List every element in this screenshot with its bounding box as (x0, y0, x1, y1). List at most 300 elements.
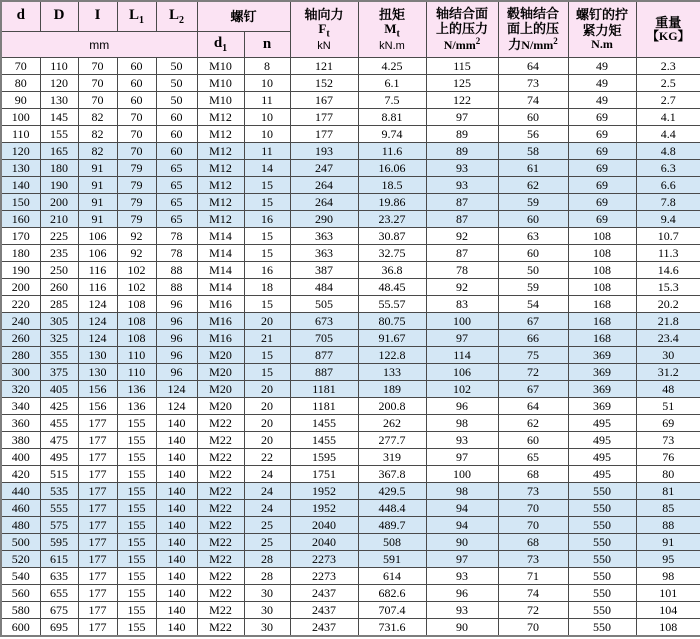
cell-Mt: 448.4 (358, 500, 426, 517)
cell-d: 300 (1, 364, 40, 381)
cell-L1: 155 (117, 432, 156, 449)
cell-D: 695 (40, 619, 78, 637)
cell-I: 177 (78, 568, 117, 585)
cell-p-hub: 63 (498, 228, 568, 245)
cell-d: 500 (1, 534, 40, 551)
cell-L1: 92 (117, 228, 156, 245)
cell-Mt: 18.5 (358, 177, 426, 194)
cell-tighten-torque: 69 (568, 109, 636, 126)
cell-L1: 79 (117, 160, 156, 177)
cell-L1: 155 (117, 517, 156, 534)
cell-d: 120 (1, 143, 40, 160)
col-header-L1: $L_1$ (117, 1, 156, 32)
cell-Mt: 189 (358, 381, 426, 398)
cell-I: 116 (78, 262, 117, 279)
cell-d1: M14 (197, 245, 244, 262)
cell-d: 380 (1, 432, 40, 449)
cell-n: 25 (244, 517, 290, 534)
cell-L1: 155 (117, 551, 156, 568)
cell-Mt: 11.6 (358, 143, 426, 160)
cell-D: 120 (40, 75, 78, 92)
cell-d: 360 (1, 415, 40, 432)
table-row (1, 177, 700, 194)
cell-p-shaft: 100 (426, 313, 498, 330)
cell-L1: 108 (117, 330, 156, 347)
cell-d: 440 (1, 483, 40, 500)
cell-L2: 96 (156, 364, 197, 381)
cell-weight: 21.8 (636, 313, 700, 330)
cell-I: 91 (78, 160, 117, 177)
cell-weight: 88 (636, 517, 700, 534)
cell-I: 177 (78, 602, 117, 619)
cell-n: 11 (244, 143, 290, 160)
cell-L1: 70 (117, 143, 156, 160)
cell-L2: 60 (156, 126, 197, 143)
cell-L2: 140 (156, 619, 197, 637)
cell-p-shaft: 115 (426, 58, 498, 75)
cell-n: 20 (244, 313, 290, 330)
cell-I: 91 (78, 194, 117, 211)
cell-L2: 140 (156, 602, 197, 619)
cell-d1: M22 (197, 483, 244, 500)
col-header-tightening-torque: 螺钉的拧 紧力矩 N.m (568, 1, 636, 58)
cell-L2: 50 (156, 58, 197, 75)
cell-p-hub: 59 (498, 194, 568, 211)
cell-d: 200 (1, 279, 40, 296)
cell-d: 140 (1, 177, 40, 194)
cell-Ft: 2273 (290, 568, 358, 585)
cell-p-hub: 68 (498, 466, 568, 483)
table-body (1, 58, 700, 637)
cell-weight: 14.6 (636, 262, 700, 279)
cell-Mt: 262 (358, 415, 426, 432)
cell-I: 116 (78, 279, 117, 296)
cell-d1: M20 (197, 364, 244, 381)
cell-n: 16 (244, 211, 290, 228)
col-header-L2: $L_2$ (156, 1, 197, 32)
cell-d1: M22 (197, 449, 244, 466)
cell-p-hub: 71 (498, 568, 568, 585)
cell-p-hub: 70 (498, 500, 568, 517)
cell-p-hub: 73 (498, 551, 568, 568)
cell-p-hub: 66 (498, 330, 568, 347)
cell-Ft: 2437 (290, 585, 358, 602)
cell-D: 325 (40, 330, 78, 347)
cell-d1: M12 (197, 126, 244, 143)
cell-p-hub: 75 (498, 347, 568, 364)
cell-L1: 102 (117, 262, 156, 279)
table-row (1, 126, 700, 143)
cell-D: 425 (40, 398, 78, 415)
cell-L1: 155 (117, 568, 156, 585)
cell-d1: M20 (197, 398, 244, 415)
cell-weight: 73 (636, 432, 700, 449)
cell-I: 177 (78, 466, 117, 483)
cell-d: 280 (1, 347, 40, 364)
table-row (1, 228, 700, 245)
cell-L1: 155 (117, 415, 156, 432)
cell-n: 20 (244, 381, 290, 398)
cell-tighten-torque: 550 (568, 517, 636, 534)
cell-Mt: 707.4 (358, 602, 426, 619)
cell-tighten-torque: 369 (568, 398, 636, 415)
cell-D: 210 (40, 211, 78, 228)
cell-I: 70 (78, 92, 117, 109)
cell-weight: 6.6 (636, 177, 700, 194)
cell-n: 15 (244, 194, 290, 211)
cell-d: 520 (1, 551, 40, 568)
cell-Ft: 1952 (290, 500, 358, 517)
cell-p-hub: 56 (498, 126, 568, 143)
cell-L1: 60 (117, 75, 156, 92)
cell-L2: 60 (156, 143, 197, 160)
cell-p-shaft: 97 (426, 109, 498, 126)
cell-Ft: 247 (290, 160, 358, 177)
cell-Ft: 877 (290, 347, 358, 364)
cell-n: 20 (244, 432, 290, 449)
cell-n: 15 (244, 296, 290, 313)
cell-p-shaft: 106 (426, 364, 498, 381)
cell-L2: 140 (156, 585, 197, 602)
cell-I: 156 (78, 398, 117, 415)
cell-L1: 136 (117, 381, 156, 398)
cell-p-shaft: 92 (426, 228, 498, 245)
cell-d: 560 (1, 585, 40, 602)
cell-tighten-torque: 369 (568, 364, 636, 381)
cell-weight: 9.4 (636, 211, 700, 228)
cell-p-hub: 60 (498, 109, 568, 126)
cell-d1: M22 (197, 500, 244, 517)
cell-Ft: 264 (290, 177, 358, 194)
cell-Mt: 91.67 (358, 330, 426, 347)
cell-p-shaft: 94 (426, 500, 498, 517)
table-row (1, 517, 700, 534)
cell-d: 150 (1, 194, 40, 211)
table-row (1, 211, 700, 228)
cell-d1: M10 (197, 58, 244, 75)
cell-Mt: 48.45 (358, 279, 426, 296)
cell-p-shaft: 89 (426, 143, 498, 160)
cell-D: 495 (40, 449, 78, 466)
cell-d: 70 (1, 58, 40, 75)
cell-p-hub: 58 (498, 143, 568, 160)
cell-D: 130 (40, 92, 78, 109)
cell-tighten-torque: 550 (568, 551, 636, 568)
table-row (1, 602, 700, 619)
cell-weight: 4.4 (636, 126, 700, 143)
cell-p-hub: 67 (498, 313, 568, 330)
table-row (1, 398, 700, 415)
table-row (1, 92, 700, 109)
cell-d1: M22 (197, 466, 244, 483)
table-row (1, 585, 700, 602)
cell-tighten-torque: 108 (568, 245, 636, 262)
cell-p-hub: 60 (498, 432, 568, 449)
cell-p-hub: 67 (498, 381, 568, 398)
table-row (1, 432, 700, 449)
cell-p-hub: 73 (498, 483, 568, 500)
cell-L2: 50 (156, 92, 197, 109)
cell-I: 177 (78, 415, 117, 432)
cell-tighten-torque: 49 (568, 75, 636, 92)
cell-Mt: 731.6 (358, 619, 426, 637)
cell-d1: M20 (197, 381, 244, 398)
cell-D: 145 (40, 109, 78, 126)
cell-D: 235 (40, 245, 78, 262)
cell-weight: 7.8 (636, 194, 700, 211)
cell-d: 100 (1, 109, 40, 126)
cell-weight: 95 (636, 551, 700, 568)
cell-tighten-torque: 108 (568, 262, 636, 279)
cell-weight: 101 (636, 585, 700, 602)
cell-L1: 110 (117, 347, 156, 364)
cell-n: 21 (244, 330, 290, 347)
cell-Ft: 177 (290, 109, 358, 126)
cell-n: 30 (244, 585, 290, 602)
cell-p-hub: 60 (498, 245, 568, 262)
cell-L1: 155 (117, 483, 156, 500)
cell-I: 177 (78, 619, 117, 637)
cell-n: 14 (244, 160, 290, 177)
cell-D: 355 (40, 347, 78, 364)
cell-L2: 78 (156, 245, 197, 262)
cell-n: 18 (244, 279, 290, 296)
cell-I: 82 (78, 126, 117, 143)
cell-tighten-torque: 495 (568, 415, 636, 432)
cell-D: 405 (40, 381, 78, 398)
cell-L2: 96 (156, 347, 197, 364)
cell-Mt: 614 (358, 568, 426, 585)
table-row (1, 347, 700, 364)
cell-d: 340 (1, 398, 40, 415)
cell-Mt: 55.57 (358, 296, 426, 313)
cell-D: 285 (40, 296, 78, 313)
cell-weight: 51 (636, 398, 700, 415)
cell-d: 540 (1, 568, 40, 585)
cell-weight: 104 (636, 602, 700, 619)
cell-D: 455 (40, 415, 78, 432)
cell-d1: M10 (197, 92, 244, 109)
cell-tighten-torque: 108 (568, 279, 636, 296)
cell-p-hub: 62 (498, 415, 568, 432)
cell-p-shaft: 78 (426, 262, 498, 279)
cell-Mt: 489.7 (358, 517, 426, 534)
cell-Mt: 23.27 (358, 211, 426, 228)
cell-Ft: 2040 (290, 534, 358, 551)
cell-d: 110 (1, 126, 40, 143)
cell-D: 475 (40, 432, 78, 449)
cell-Ft: 1455 (290, 415, 358, 432)
cell-p-shaft: 97 (426, 449, 498, 466)
cell-Ft: 1181 (290, 381, 358, 398)
cell-weight: 4.1 (636, 109, 700, 126)
cell-p-shaft: 114 (426, 347, 498, 364)
cell-L2: 65 (156, 194, 197, 211)
cell-L1: 70 (117, 109, 156, 126)
cell-I: 82 (78, 143, 117, 160)
cell-d: 320 (1, 381, 40, 398)
cell-Mt: 682.6 (358, 585, 426, 602)
cell-L1: 108 (117, 296, 156, 313)
cell-Ft: 887 (290, 364, 358, 381)
cell-n: 28 (244, 568, 290, 585)
cell-Ft: 363 (290, 245, 358, 262)
cell-L1: 108 (117, 313, 156, 330)
cell-p-hub: 72 (498, 364, 568, 381)
cell-d1: M22 (197, 619, 244, 637)
cell-d1: M22 (197, 432, 244, 449)
cell-d1: M12 (197, 194, 244, 211)
cell-Mt: 8.81 (358, 109, 426, 126)
cell-d1: M14 (197, 262, 244, 279)
cell-weight: 4.8 (636, 143, 700, 160)
cell-Mt: 200.8 (358, 398, 426, 415)
cell-n: 15 (244, 245, 290, 262)
cell-L2: 140 (156, 432, 197, 449)
col-header-d: d (1, 1, 40, 32)
cell-p-hub: 74 (498, 585, 568, 602)
cell-I: 70 (78, 58, 117, 75)
cell-L1: 155 (117, 619, 156, 637)
cell-L2: 140 (156, 517, 197, 534)
table-row (1, 466, 700, 483)
cell-I: 177 (78, 534, 117, 551)
cell-d: 580 (1, 602, 40, 619)
cell-p-shaft: 93 (426, 177, 498, 194)
cell-p-hub: 50 (498, 262, 568, 279)
cell-L1: 102 (117, 279, 156, 296)
table-row (1, 534, 700, 551)
cell-Mt: 16.06 (358, 160, 426, 177)
cell-D: 190 (40, 177, 78, 194)
table-row (1, 568, 700, 585)
cell-p-hub: 62 (498, 177, 568, 194)
cell-n: 25 (244, 534, 290, 551)
cell-d: 190 (1, 262, 40, 279)
cell-tighten-torque: 550 (568, 568, 636, 585)
cell-I: 177 (78, 500, 117, 517)
cell-tighten-torque: 69 (568, 194, 636, 211)
cell-L2: 65 (156, 177, 197, 194)
cell-d: 160 (1, 211, 40, 228)
col-header-axial-force: 轴向力 $F_t$ kN (290, 1, 358, 58)
cell-p-shaft: 89 (426, 126, 498, 143)
cell-D: 575 (40, 517, 78, 534)
col-group-screw: 螺钉 (197, 1, 290, 32)
cell-Ft: 2273 (290, 551, 358, 568)
cell-I: 130 (78, 347, 117, 364)
cell-tighten-torque: 550 (568, 585, 636, 602)
cell-weight: 48 (636, 381, 700, 398)
cell-tighten-torque: 369 (568, 347, 636, 364)
cell-weight: 10.7 (636, 228, 700, 245)
cell-d1: M16 (197, 330, 244, 347)
cell-Ft: 387 (290, 262, 358, 279)
cell-Mt: 30.87 (358, 228, 426, 245)
cell-d: 460 (1, 500, 40, 517)
cell-n: 28 (244, 551, 290, 568)
table-row (1, 75, 700, 92)
cell-L1: 60 (117, 92, 156, 109)
cell-D: 250 (40, 262, 78, 279)
table-row (1, 279, 700, 296)
cell-p-hub: 64 (498, 398, 568, 415)
cell-L2: 140 (156, 449, 197, 466)
cell-p-shaft: 87 (426, 194, 498, 211)
table-row (1, 313, 700, 330)
cell-L1: 60 (117, 58, 156, 75)
cell-weight: 98 (636, 568, 700, 585)
cell-Ft: 1455 (290, 432, 358, 449)
cell-L2: 140 (156, 551, 197, 568)
cell-weight: 6.3 (636, 160, 700, 177)
cell-d: 80 (1, 75, 40, 92)
cell-I: 82 (78, 109, 117, 126)
cell-Ft: 167 (290, 92, 358, 109)
cell-d1: M22 (197, 585, 244, 602)
cell-L1: 110 (117, 364, 156, 381)
cell-D: 675 (40, 602, 78, 619)
cell-I: 70 (78, 75, 117, 92)
cell-weight: 80 (636, 466, 700, 483)
cell-I: 177 (78, 449, 117, 466)
cell-tighten-torque: 495 (568, 466, 636, 483)
col-header-shaft-pressure: 轴结合面 上的压力 $N/mm^2$ (426, 1, 498, 58)
cell-d: 400 (1, 449, 40, 466)
cell-L1: 155 (117, 585, 156, 602)
cell-weight: 23.4 (636, 330, 700, 347)
cell-L1: 155 (117, 534, 156, 551)
cell-L2: 78 (156, 228, 197, 245)
cell-d1: M12 (197, 143, 244, 160)
cell-p-shaft: 94 (426, 517, 498, 534)
table-row (1, 381, 700, 398)
cell-n: 11 (244, 92, 290, 109)
cell-p-shaft: 87 (426, 245, 498, 262)
cell-d: 170 (1, 228, 40, 245)
cell-n: 15 (244, 364, 290, 381)
cell-L2: 65 (156, 211, 197, 228)
cell-tighten-torque: 550 (568, 602, 636, 619)
cell-Mt: 4.25 (358, 58, 426, 75)
cell-I: 177 (78, 585, 117, 602)
cell-I: 91 (78, 177, 117, 194)
cell-L2: 140 (156, 534, 197, 551)
cell-d1: M12 (197, 109, 244, 126)
cell-Ft: 673 (290, 313, 358, 330)
cell-D: 200 (40, 194, 78, 211)
cell-d1: M22 (197, 602, 244, 619)
cell-Ft: 1595 (290, 449, 358, 466)
table-row (1, 551, 700, 568)
table-row (1, 330, 700, 347)
cell-Mt: 9.74 (358, 126, 426, 143)
cell-Mt: 7.5 (358, 92, 426, 109)
cell-d1: M22 (197, 568, 244, 585)
cell-L1: 79 (117, 211, 156, 228)
cell-L2: 140 (156, 415, 197, 432)
cell-p-shaft: 90 (426, 619, 498, 637)
cell-p-hub: 70 (498, 517, 568, 534)
cell-d: 180 (1, 245, 40, 262)
table-row (1, 296, 700, 313)
cell-n: 24 (244, 500, 290, 517)
cell-p-shaft: 96 (426, 398, 498, 415)
cell-D: 615 (40, 551, 78, 568)
cell-L1: 92 (117, 245, 156, 262)
cell-p-shaft: 98 (426, 483, 498, 500)
cell-I: 124 (78, 313, 117, 330)
